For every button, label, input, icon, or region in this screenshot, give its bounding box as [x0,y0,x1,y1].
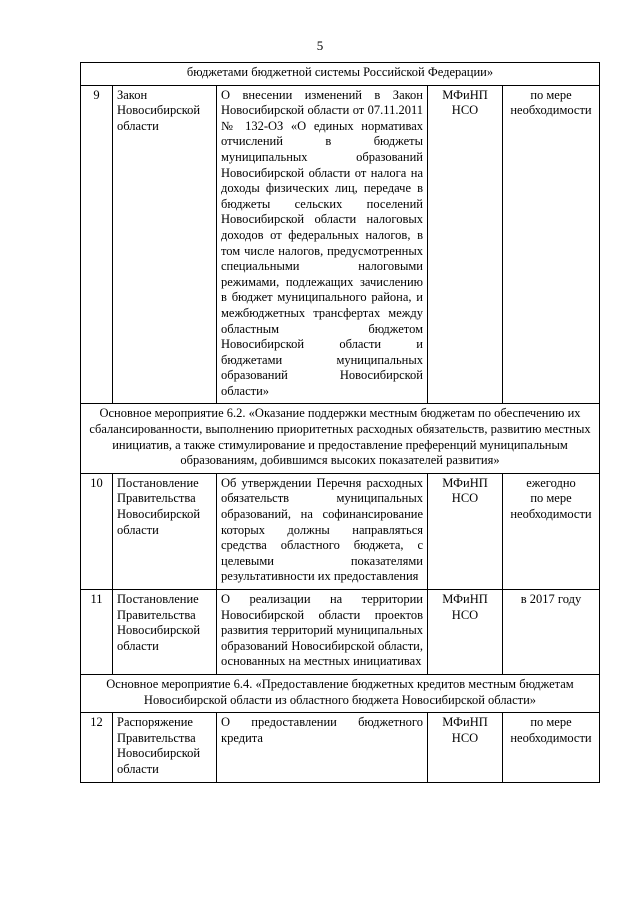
section-heading-6-4: Основное мероприятие 6.4. «Предоставление бюджетных кредитов местным бюджетам Новосибирской области из областного бюджета Новосибирской области» [81,674,600,712]
responsible-executor: МФиНП НСО [428,590,503,675]
responsible-executor: МФиНП НСО [428,713,503,782]
act-type: Постановление Правительства Новосибирской области [113,473,217,589]
section-heading-6-2: Основное мероприятие 6.2. «Оказание поддержки местным бюджетам по обеспечению их сбалансированности, выполнению приоритетных расходных обязательств, развитию местных инициатив, а также стимулирование и предоставление преференций муниципальным образованиям, добившимся высоких показателей развития» [81,404,600,473]
deadline: по мере необходимости [503,713,600,782]
responsible-executor: МФиНП НСО [428,473,503,589]
measures-table [80,62,600,783]
row-number: 10 [81,473,113,589]
act-type: Постановление Правительства Новосибирской области [113,590,217,675]
deadline-as-needed: по мере необходимости [510,491,592,522]
continuation-row [81,63,600,86]
deadline [503,473,600,589]
deadline: по мере необходимости [503,85,600,404]
row-number: 12 [81,713,113,782]
table-row [81,85,600,404]
responsible-executor: МФиНП НСО [428,85,503,404]
section-row [81,404,600,473]
table-row [81,473,600,589]
deadline: в 2017 году [503,590,600,675]
row-number: 9 [81,85,113,404]
table-row [81,713,600,782]
act-description: Об утверждении Перечня расходных обязательств муниципальных образований, на софинансирование которых должны направляться средства областного бюджета, с целевыми показателями результативности их предоставления [217,473,428,589]
section-row [81,674,600,712]
act-description: О реализации на территории Новосибирской области проектов развития территорий муниципальных образований Новосибирской области, основанных на местных инициативах [217,590,428,675]
row-number: 11 [81,590,113,675]
table-row [81,590,600,675]
act-description: О предоставлении бюджетного кредита [217,713,428,782]
act-description: О внесении изменений в Закон Новосибирской области от 07.11.2011 № 132-ОЗ «О единых нормативах отчислений в бюджеты муниципальных образований Новосибирской области от налога на доходы физических лиц, передаче в бюджеты сельских поселений Новосибирской области налоговых доходов от федеральных налогов, в том числе налогов, предусмотренных специальными налоговыми режимами, подлежащих зачислению в бюджет муниципального района, и межбюджетных трансфертах между областным бюджетом Новосибирской области и бюджетами муниципальных образований Новосибирской области» [217,85,428,404]
act-type: Распоряжение Правительства Новосибирской области [113,713,217,782]
deadline-annual: ежегодно [526,475,576,490]
page-number: 5 [316,38,324,53]
continuation-text: бюджетами бюджетной системы Российской Федерации» [81,63,600,86]
act-type: Закон Новосибирской области [113,85,217,404]
